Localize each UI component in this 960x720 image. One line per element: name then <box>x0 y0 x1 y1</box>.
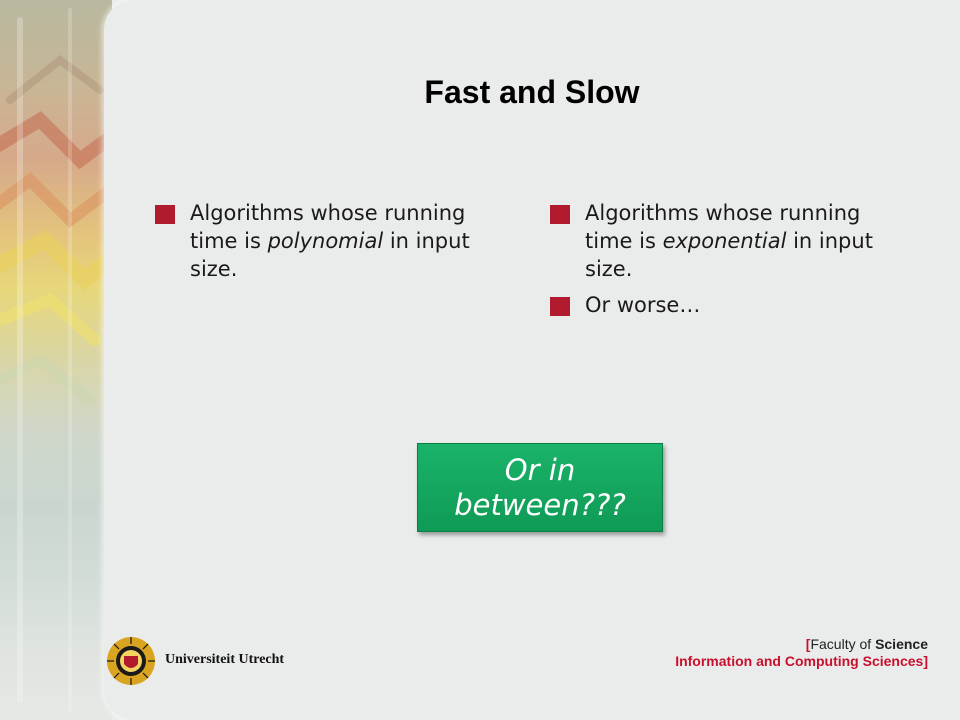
square-bullet-icon <box>155 205 175 224</box>
callout-text: Or in between??? <box>454 452 626 522</box>
decorative-strip <box>0 0 112 720</box>
left-column <box>155 199 515 291</box>
decorative-pattern-icon <box>0 0 112 720</box>
right-column <box>550 199 910 327</box>
department-line: Information and Computing Sciences] <box>675 653 928 669</box>
university-name: Universiteit Utrecht <box>165 652 285 667</box>
square-bullet-icon <box>550 205 570 224</box>
callout-box <box>417 443 663 532</box>
square-bullet-icon <box>550 297 570 316</box>
faculty-line: [Faculty of Science <box>805 636 928 652</box>
bullet-text: Algorithms whose running time is polynomial in input size. <box>190 201 470 281</box>
bullet-item <box>550 199 910 283</box>
bullet-text: Or worse… <box>585 293 701 317</box>
bullet-item <box>155 199 515 283</box>
slide-title: Fast and Slow <box>424 74 640 110</box>
bullet-item <box>550 291 910 319</box>
bullet-text: Algorithms whose running time is exponential in input size. <box>585 201 873 281</box>
faculty-label <box>675 636 928 670</box>
university-seal-icon <box>106 636 156 686</box>
